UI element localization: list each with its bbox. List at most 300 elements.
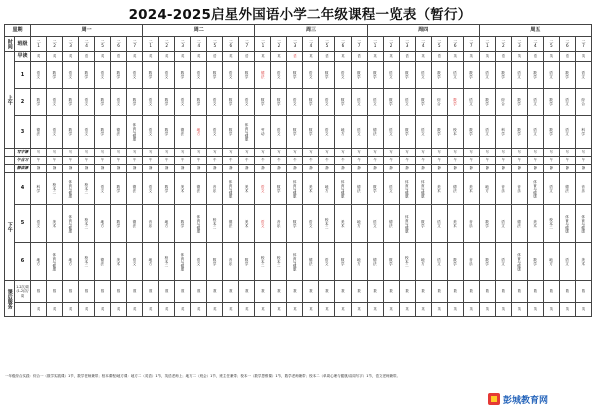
mid-cell: 静 <box>287 165 303 173</box>
class-grade-label: 二 <box>324 38 330 44</box>
mid-cell: 写 <box>31 149 47 157</box>
after-school-cell: 数 <box>383 281 399 303</box>
mid-cell: 静 <box>111 165 127 173</box>
schedule-cell: 美术 <box>111 243 127 281</box>
schedule-cell: 音乐 <box>463 243 479 281</box>
after-school-cell: 英 <box>207 303 223 317</box>
mid-cell: 午 <box>431 157 447 165</box>
schedule-cell: 数学 <box>479 243 495 281</box>
after-school-cell: 数 <box>447 281 463 303</box>
schedule-cell: 语文 <box>351 116 367 149</box>
schedule-cell: 数学 <box>559 62 575 89</box>
mid-cell: 静 <box>143 165 159 173</box>
mid-cell: 写 <box>127 149 143 157</box>
class-number-cell <box>111 37 127 52</box>
schedule-cell: 地方 <box>335 116 351 149</box>
schedule-cell: 综合 <box>431 89 447 116</box>
class-index-label: 4 <box>85 43 88 48</box>
site-logo <box>488 392 578 406</box>
schedule-cell: 美术 <box>239 173 255 205</box>
schedule-cell: 数学 <box>207 62 223 89</box>
schedule-cell: 音乐 <box>223 243 239 281</box>
schedule-cell: 语文 <box>367 89 383 116</box>
schedule-cell: 德法 <box>95 243 111 281</box>
mid-cell: 静 <box>575 165 591 173</box>
mid-cell: 静 <box>207 165 223 173</box>
schedule-cell: 数学 <box>335 243 351 281</box>
schedule-cell: 语文 <box>399 89 415 116</box>
day-header: 周三 <box>255 25 367 37</box>
mid-cell: 午 <box>511 157 527 165</box>
mid-cell: 静 <box>223 165 239 173</box>
schedule-cell: 英 <box>511 52 527 62</box>
mid-cell: 写 <box>399 149 415 157</box>
schedule-cell: 语文 <box>239 89 255 116</box>
schedule-cell: 地方 <box>159 205 175 243</box>
mid-cell: 写 <box>383 149 399 157</box>
mid-cell: 写 <box>559 149 575 157</box>
schedule-cell: 数学 <box>223 116 239 149</box>
schedule-cell: 德法 <box>383 205 399 243</box>
schedule-cell: 语文 <box>383 62 399 89</box>
after-school-note: 1-2次/周(1-2)次/周 <box>15 281 31 303</box>
schedule-cell: 体育与健康 <box>399 205 415 243</box>
after-school-cell: 英 <box>399 303 415 317</box>
schedule-cell: 美术 <box>239 205 255 243</box>
period-label: 3 <box>15 116 31 149</box>
mid-cell: 午 <box>399 157 415 165</box>
class-grade-label: 二 <box>100 38 105 44</box>
class-number-cell <box>47 37 63 52</box>
mid-cell: 写 <box>191 149 207 157</box>
class-number-cell <box>31 37 47 52</box>
mid-cell: 静 <box>127 165 143 173</box>
schedule-cell: 数学 <box>511 89 527 116</box>
mid-cell: 写 <box>335 149 351 157</box>
class-number-cell <box>255 37 271 52</box>
class-number-cell <box>79 37 95 52</box>
schedule-cell: 语文 <box>559 89 575 116</box>
schedule-cell: 数学 <box>479 205 495 243</box>
class-grade-label: 二 <box>52 38 57 44</box>
mid-cell: 写 <box>47 149 63 157</box>
footer-note: 一年级综合实践：综合一（数学实践课）1节，数学老师兼带；校本课程/地方课：地方二（英语）1节，英语老师上；地方二（班会）1节，班主任兼带；校本一（数学思维课）1节，数学老师兼带；校本二（单周心理与健康/双周写字）1节，语文老师兼带。 <box>5 374 400 378</box>
schedule-cell: 英 <box>447 52 463 62</box>
schedule-cell: 语文 <box>271 62 287 89</box>
class-index-label: 4 <box>309 43 313 48</box>
schedule-cell: 语 <box>287 52 303 62</box>
after-school-cell: 数 <box>575 281 591 303</box>
after-school-cell: 数 <box>351 281 367 303</box>
schedule-cell: 语文 <box>479 62 495 89</box>
schedule-cell: 美术 <box>303 173 319 205</box>
mid-cell: 写 <box>255 149 271 157</box>
schedule-cell: 数学 <box>175 205 191 243</box>
class-number-cell <box>239 37 255 52</box>
mid-cell: 静 <box>559 165 575 173</box>
schedule-cell: 语 <box>239 52 255 62</box>
after-school-cell: 数 <box>271 281 287 303</box>
schedule-cell: 语文 <box>415 116 431 149</box>
class-index-label: 6 <box>117 43 120 48</box>
schedule-cell: 数学 <box>303 116 319 149</box>
class-index-label: 7 <box>133 43 136 48</box>
mid-cell: 静 <box>191 165 207 173</box>
class-index-label: 3 <box>69 43 72 48</box>
after-school-cell: 数 <box>255 281 271 303</box>
class-grade-label: 二 <box>501 38 506 44</box>
mid-cell: 静 <box>511 165 527 173</box>
schedule-cell: 语文 <box>287 89 303 116</box>
schedule-cell: 体育与健康 <box>47 243 63 281</box>
schedule-cell: 数学 <box>287 116 303 149</box>
mid-row-label: 午自习 <box>15 157 31 165</box>
class-grade-label: 二 <box>244 38 249 44</box>
after-school-cell: 数 <box>303 281 319 303</box>
schedule-cell: 语文 <box>111 89 127 116</box>
mid-cell: 写 <box>527 149 543 157</box>
mid-cell: 写 <box>447 149 463 157</box>
after-school-cell: 英 <box>239 303 255 317</box>
schedule-cell: 语文 <box>63 62 79 89</box>
schedule-cell: 数学 <box>383 89 399 116</box>
class-number-cell <box>271 37 287 52</box>
schedule-cell: 校本二 <box>399 243 415 281</box>
class-number-cell <box>575 37 591 52</box>
schedule-cell: 语文 <box>303 205 319 243</box>
schedule-cell: 数学 <box>415 89 431 116</box>
schedule-cell: 语文 <box>511 62 527 89</box>
schedule-cell: 数学 <box>255 89 271 116</box>
after-school-cell: 英 <box>223 303 239 317</box>
schedule-cell: 语文 <box>223 62 239 89</box>
mid-cell: 静 <box>447 165 463 173</box>
class-number-cell <box>319 37 335 52</box>
mid-cell: 午 <box>47 157 63 165</box>
class-number-cell <box>463 37 479 52</box>
after-school-cell: 英 <box>111 303 127 317</box>
schedule-cell: 数学 <box>143 62 159 89</box>
mid-cell: 午 <box>63 157 79 165</box>
mid-cell: 午 <box>127 157 143 165</box>
schedule-cell: 地方 <box>415 243 431 281</box>
mid-cell: 写 <box>175 149 191 157</box>
period-label: 6 <box>15 243 31 281</box>
after-school-cell: 英 <box>191 303 207 317</box>
schedule-cell: 校本二 <box>79 173 95 205</box>
schedule-cell: 美术 <box>431 173 447 205</box>
schedule-cell: 体育与健康 <box>511 243 527 281</box>
mid-cell: 午 <box>415 157 431 165</box>
after-school-cell: 数 <box>335 281 351 303</box>
class-grade-label: 二 <box>68 38 73 44</box>
schedule-cell: 数学 <box>111 62 127 89</box>
mid-cell: 午 <box>351 157 367 165</box>
schedule-cell: 数学 <box>223 89 239 116</box>
schedule-cell: 数学 <box>159 89 175 116</box>
schedule-cell: 英 <box>31 52 47 62</box>
period-label: 5 <box>15 205 31 243</box>
schedule-cell: 体育与健康 <box>127 116 143 149</box>
schedule-cell: 数学 <box>319 62 335 89</box>
after-school-cell: 数 <box>207 281 223 303</box>
mid-cell: 写 <box>207 149 223 157</box>
class-number-cell <box>175 37 191 52</box>
after-school-cell: 英 <box>127 303 143 317</box>
class-grade-label: 二 <box>517 38 522 44</box>
after-school-cell: 英 <box>511 303 527 317</box>
class-number-cell <box>431 37 447 52</box>
schedule-cell: 音乐 <box>271 205 287 243</box>
mid-cell: 午 <box>463 157 479 165</box>
mid-cell: 午 <box>239 157 255 165</box>
schedule-cell: 语文 <box>559 243 575 281</box>
class-grade-label: 二 <box>356 38 362 44</box>
class-number-cell <box>335 37 351 52</box>
schedule-cell: 综合 <box>575 89 591 116</box>
mid-cell: 写 <box>79 149 95 157</box>
after-school-cell: 英 <box>463 303 479 317</box>
schedule-cell: 数学 <box>415 205 431 243</box>
schedule-cell: 英 <box>303 52 319 62</box>
mid-cell: 午 <box>367 157 383 165</box>
schedule-cell: 语文 <box>31 62 47 89</box>
after-school-cell: 英 <box>383 303 399 317</box>
schedule-cell: 数学 <box>47 62 63 89</box>
schedule-cell: 地方 <box>351 205 367 243</box>
schedule-cell: 数学 <box>431 116 447 149</box>
schedule-cell: 语文 <box>319 89 335 116</box>
class-grade-label: 二 <box>212 38 217 44</box>
schedule-cell: 数学 <box>95 89 111 116</box>
class-index-label: 1 <box>261 43 265 48</box>
schedule-cell: 德法 <box>367 243 383 281</box>
class-grade-label: 二 <box>437 38 442 44</box>
class-grade-label: 二 <box>565 38 570 44</box>
schedule-cell: 语 <box>431 52 447 62</box>
schedule-cell: 数学 <box>271 89 287 116</box>
mid-cell: 静 <box>479 165 495 173</box>
after-school-cell: 英 <box>63 303 79 317</box>
mid-row-label: 静读课 <box>15 165 31 173</box>
schedule-cell: 数学 <box>111 173 127 205</box>
schedule-cell: 语文 <box>255 205 271 243</box>
class-index-label: 3 <box>293 43 297 48</box>
class-index-label: 5 <box>437 43 441 48</box>
after-school-cell: 数 <box>31 281 47 303</box>
class-grade-label: 二 <box>453 38 458 44</box>
schedule-cell: 德法 <box>367 116 383 149</box>
after-school-cell: 英 <box>143 303 159 317</box>
class-number-cell <box>447 37 463 52</box>
mid-cell: 午 <box>575 157 591 165</box>
class-number-cell <box>479 37 495 52</box>
schedule-cell: 数学 <box>367 173 383 205</box>
mid-cell: 写 <box>479 149 495 157</box>
schedule-cell: 体育与健康 <box>415 173 431 205</box>
mid-cell: 午 <box>447 157 463 165</box>
schedule-cell: 德法 <box>447 173 463 205</box>
mid-cell: 静 <box>399 165 415 173</box>
schedule-cell: 音乐 <box>463 205 479 243</box>
schedule-cell: 语文 <box>319 116 335 149</box>
after-school-cell: 英 <box>79 303 95 317</box>
mid-cell: 写 <box>367 149 383 157</box>
schedule-cell: 体育与健康 <box>191 205 207 243</box>
schedule-cell: 英 <box>463 52 479 62</box>
mid-cell: 午 <box>383 157 399 165</box>
class-number-cell <box>223 37 239 52</box>
schedule-cell: 德法 <box>303 243 319 281</box>
class-index-label: 2 <box>165 43 169 48</box>
after-school-cell: 数 <box>127 281 143 303</box>
after-school-cell: 数 <box>175 281 191 303</box>
class-number-cell <box>399 37 415 52</box>
mid-cell: 静 <box>303 165 319 173</box>
schedule-cell: 体育与健康 <box>287 173 303 205</box>
after-school-cell: 英 <box>367 303 383 317</box>
mid-cell: 静 <box>79 165 95 173</box>
after-school-cell: 数 <box>319 281 335 303</box>
class-grade-label: 二 <box>549 38 554 44</box>
mid-cell: 写 <box>319 149 335 157</box>
after-school-cell: 数 <box>559 281 575 303</box>
class-number-cell <box>159 37 175 52</box>
schedule-cell: 语 <box>111 52 127 62</box>
schedule-cell: 语文 <box>351 89 367 116</box>
schedule-cell: 劳动 <box>255 116 271 149</box>
schedule-cell: 地方 <box>543 243 559 281</box>
schedule-cell: 体育与健康 <box>63 173 79 205</box>
after-school-side-label: 课后服务 <box>5 281 15 317</box>
after-school-cell: 数 <box>479 281 495 303</box>
mid-cell: 午 <box>79 157 95 165</box>
mid-cell: 午 <box>255 157 271 165</box>
schedule-cell: 英 <box>255 52 271 62</box>
after-school-cell: 英 <box>47 303 63 317</box>
after-school-cell: 英 <box>303 303 319 317</box>
schedule-cell: 地方 <box>191 116 207 149</box>
schedule-cell: 体育与健康 <box>335 173 351 205</box>
after-school-cell: 数 <box>287 281 303 303</box>
schedule-cell: 语文 <box>271 116 287 149</box>
mid-cell: 静 <box>367 165 383 173</box>
schedule-cell: 数学 <box>543 89 559 116</box>
schedule-cell: 语文 <box>559 116 575 149</box>
schedule-cell: 英 <box>175 52 191 62</box>
schedule-cell: 校本二 <box>207 205 223 243</box>
schedule-cell: 语文 <box>479 116 495 149</box>
mid-cell: 静 <box>383 165 399 173</box>
schedule-cell: 语文 <box>319 243 335 281</box>
class-index-label: 6 <box>566 43 569 48</box>
mid-cell: 午 <box>191 157 207 165</box>
schedule-cell: 英 <box>47 52 63 62</box>
schedule-cell: 数学 <box>447 243 463 281</box>
schedule-cell: 数学 <box>111 205 127 243</box>
class-number-cell <box>351 37 367 52</box>
class-index-label: 7 <box>357 43 361 48</box>
class-number-cell <box>287 37 303 52</box>
class-grade-label: 二 <box>116 38 121 44</box>
schedule-cell: 语文 <box>383 173 399 205</box>
schedule-cell: 校本二 <box>159 243 175 281</box>
schedule-cell: 德法 <box>127 205 143 243</box>
class-number-cell <box>143 37 159 52</box>
schedule-cell: 德法 <box>559 173 575 205</box>
mid-cell: 静 <box>95 165 111 173</box>
schedule-cell: 语 <box>559 52 575 62</box>
mid-cell: 写 <box>143 149 159 157</box>
class-index-label: 4 <box>197 43 201 48</box>
mid-cell: 静 <box>31 165 47 173</box>
schedule-cell: 德法 <box>191 173 207 205</box>
schedule-cell: 德法 <box>175 116 191 149</box>
class-index-label: 3 <box>517 43 521 48</box>
schedule-cell: 语文 <box>143 89 159 116</box>
schedule-cell: 美术 <box>47 205 63 243</box>
class-number-cell <box>367 37 383 52</box>
mid-cell: 午 <box>527 157 543 165</box>
after-school-cell: 英 <box>447 303 463 317</box>
class-index-label: 5 <box>213 43 217 48</box>
class-index-label: 7 <box>582 43 585 48</box>
schedule-cell: 体育与健康 <box>287 243 303 281</box>
schedule-cell: 地方 <box>479 173 495 205</box>
schedule-cell: 语文 <box>95 173 111 205</box>
schedule-cell: 语文 <box>47 89 63 116</box>
class-index-label: 4 <box>421 43 425 48</box>
schedule-cell: 语文 <box>543 173 559 205</box>
schedule-cell: 英 <box>191 52 207 62</box>
schedule-cell: 体育与健康 <box>399 173 415 205</box>
schedule-cell: 德法 <box>511 205 527 243</box>
schedule-cell: 德法 <box>31 116 47 149</box>
after-school-cell: 数 <box>159 281 175 303</box>
schedule-cell: 语 <box>527 52 543 62</box>
schedule-cell: 语文 <box>383 116 399 149</box>
schedule-cell: 数学 <box>303 89 319 116</box>
schedule-cell: 数学 <box>335 89 351 116</box>
schedule-cell: 数学 <box>367 62 383 89</box>
schedule-cell: 语文 <box>527 89 543 116</box>
mid-blank <box>5 157 15 165</box>
after-school-cell: 英 <box>175 303 191 317</box>
schedule-cell: 英 <box>335 52 351 62</box>
after-school-cell: 数 <box>415 281 431 303</box>
schedule-cell: 语文 <box>207 89 223 116</box>
schedule-cell: 数学 <box>351 62 367 89</box>
schedule-cell: 美术 <box>575 243 591 281</box>
schedule-cell: 音乐 <box>143 205 159 243</box>
mid-cell: 写 <box>271 149 287 157</box>
after-school-cell: 英 <box>431 303 447 317</box>
schedule-cell: 数学 <box>63 89 79 116</box>
schedule-cell: 数学 <box>543 116 559 149</box>
logo-text: 彭城教育网 <box>503 396 549 406</box>
mid-cell: 午 <box>175 157 191 165</box>
schedule-cell: 美术 <box>463 173 479 205</box>
mid-cell: 午 <box>223 157 239 165</box>
schedule-cell: 体育与健康 <box>575 205 591 243</box>
schedule-cell: 语文 <box>543 62 559 89</box>
schedule-cell: 语文 <box>79 116 95 149</box>
schedule-cell: 数学 <box>31 89 47 116</box>
day-header: 周一 <box>31 25 143 37</box>
mid-cell: 静 <box>527 165 543 173</box>
mid-cell: 写 <box>303 149 319 157</box>
schedule-cell: 语文 <box>95 62 111 89</box>
